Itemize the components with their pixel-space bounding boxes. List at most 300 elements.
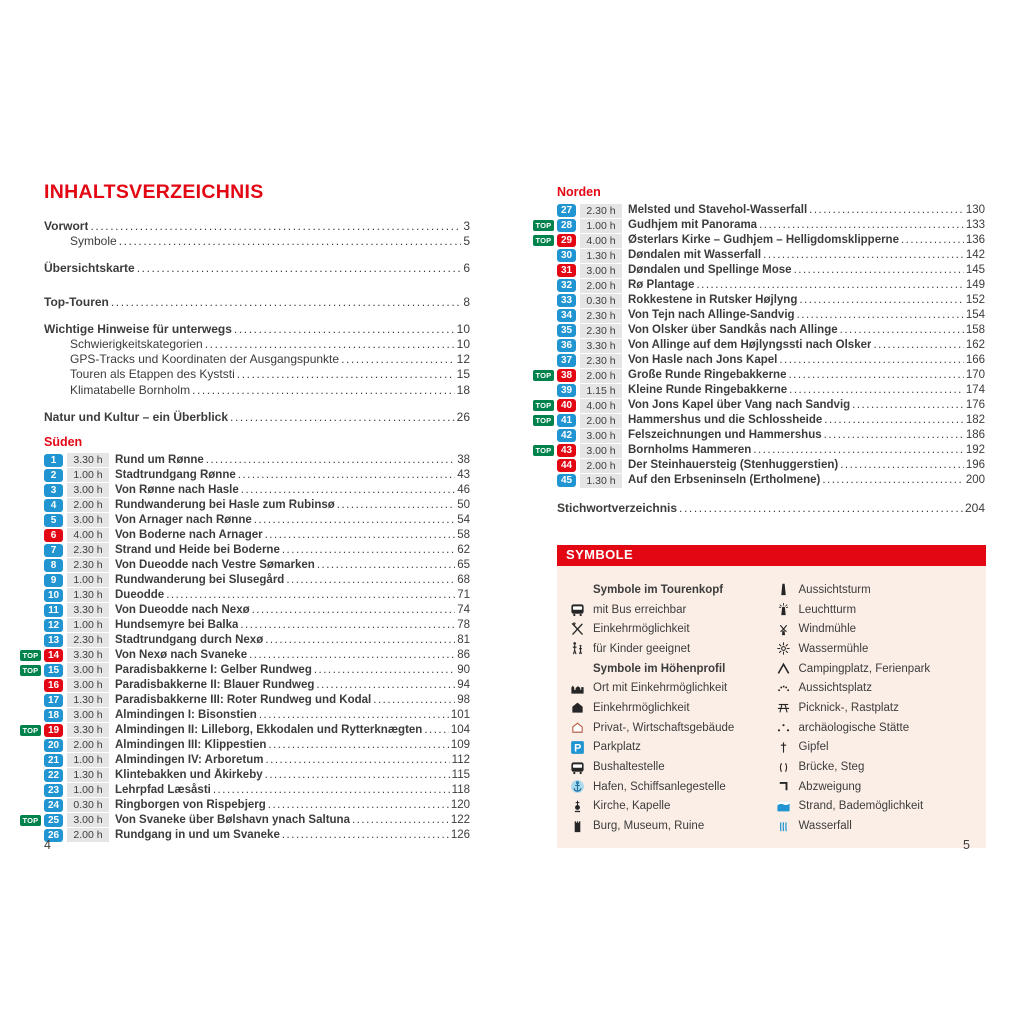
bus-icon	[569, 602, 586, 618]
tour-title: Strand und Heide bei Boderne	[115, 543, 280, 556]
toc-entry-page: 8	[463, 294, 470, 309]
top-slot	[20, 605, 44, 616]
dot-leader	[88, 219, 461, 234]
dot-leader	[190, 383, 455, 398]
symbol-row	[775, 718, 981, 738]
tour-duration: 1.30 h	[67, 588, 109, 602]
tour-page: 192	[965, 444, 985, 456]
tour-title: Der Steinhauersteig (Stenhuggerstien)	[628, 459, 839, 471]
tour-title: Almindingen IV: Arboretum	[115, 753, 264, 766]
symbols-column-left	[569, 580, 775, 836]
tour-number-badge: 7	[44, 544, 63, 557]
tour-duration: 0.30 h	[67, 798, 109, 812]
dot-leader	[777, 353, 963, 368]
toc-entry-label: Vorwort	[44, 219, 89, 233]
tour-page: 120	[450, 798, 470, 811]
dot-leader	[164, 588, 455, 603]
tour-row	[20, 693, 470, 708]
toc-entry-page: 15	[456, 367, 470, 382]
tour-page: 166	[965, 354, 985, 366]
tour-number-badge: 32	[557, 279, 576, 292]
symbol-label: Gipfel	[798, 741, 829, 754]
tour-number-badge: 9	[44, 574, 63, 587]
beach-icon	[775, 798, 792, 814]
tour-page: 196	[965, 459, 985, 471]
dot-leader	[238, 618, 455, 633]
tour-row	[533, 278, 985, 293]
top-slot	[20, 815, 44, 826]
symbol-row	[775, 659, 981, 679]
tour-number-badge: 34	[557, 309, 576, 322]
dot-leader	[204, 453, 455, 468]
tour-title: Dueodde	[115, 588, 165, 601]
symbols-column-right	[775, 580, 981, 836]
tour-duration: 2.30 h	[67, 633, 109, 647]
bridge-icon	[775, 759, 792, 775]
top-slot	[533, 340, 557, 351]
symbols-box-body	[557, 566, 986, 848]
tour-number-badge: 18	[44, 709, 63, 722]
tour-row	[20, 813, 470, 828]
tour-number-badge: 17	[44, 694, 63, 707]
tour-row	[20, 708, 470, 723]
tour-list-norden	[533, 203, 985, 488]
tour-title: Almindingen III: Klippestien	[115, 738, 267, 751]
tour-number-badge: 42	[557, 429, 576, 442]
toc-entry-label: Wichtige Hinweise für unterwegs	[44, 321, 232, 336]
top-slot	[533, 385, 557, 396]
toc-entry-label: Symbole	[70, 234, 117, 249]
tour-page: 200	[965, 474, 985, 486]
tour-duration: 1.00 h	[67, 468, 109, 482]
tour-row	[20, 498, 470, 513]
top-slot	[20, 725, 44, 736]
symbol-label: Privat-, Wirtschaftsgebäude	[593, 721, 735, 734]
tour-page: 182	[965, 414, 985, 426]
tour-title: Auf den Erbseninseln (Ertholmene)	[628, 474, 821, 486]
tour-row	[20, 678, 470, 693]
summit-cross-icon	[775, 739, 792, 755]
tour-page: 130	[965, 204, 985, 216]
top-slot	[20, 515, 44, 526]
symbol-row	[775, 738, 981, 758]
top-slot	[20, 650, 44, 661]
tour-title: Stadtrundgang Rønne	[115, 468, 236, 481]
dot-leader	[838, 323, 964, 338]
tour-title: Ringborgen von Rispebjerg	[115, 798, 266, 811]
tour-duration: 2.30 h	[580, 324, 622, 338]
tour-row	[20, 603, 470, 618]
top-slot	[20, 560, 44, 571]
tour-duration: 2.00 h	[580, 369, 622, 383]
tour-title: Døndalen und Spellinge Mose	[628, 264, 792, 276]
toc-entry-page: 3	[463, 219, 470, 233]
symbol-label: Hafen, Schiffsanlegestelle	[593, 780, 726, 793]
top-slot	[533, 370, 557, 381]
tour-duration: 3.00 h	[67, 708, 109, 722]
symbol-label: Ort mit Einkehrmöglichkeit	[593, 682, 728, 695]
tour-number-badge: 5	[44, 514, 63, 527]
top-badge: TOP	[533, 400, 554, 411]
top-slot	[533, 355, 557, 366]
tour-number-badge: 27	[557, 204, 576, 217]
tour-number-badge: 38	[557, 369, 576, 382]
top-badge: TOP	[20, 665, 41, 676]
symbol-row	[569, 600, 775, 620]
symbol-label: für Kinder geeignet	[593, 642, 691, 655]
dot-leader	[792, 263, 964, 278]
top-slot	[533, 295, 557, 306]
tour-row	[20, 483, 470, 498]
tour-row	[20, 453, 470, 468]
tour-duration: 2.00 h	[67, 498, 109, 512]
tour-title: Rundgang in und um Svaneke	[115, 828, 280, 841]
dot-leader	[899, 233, 964, 248]
tour-page: 90	[457, 663, 470, 676]
tour-row	[533, 323, 985, 338]
toc-entry-page: 12	[456, 352, 470, 367]
toc-entry	[44, 295, 470, 310]
tour-number-badge: 26	[44, 829, 63, 842]
tour-title: Von Olsker über Sandkås nach Allinge	[628, 324, 838, 336]
tour-title: Lehrpfad Læsåsti	[115, 783, 211, 796]
toc-entry-page: 10	[456, 321, 470, 336]
toc-entry-label: Top-Touren	[44, 294, 109, 309]
tour-page: 58	[457, 528, 470, 541]
tour-number-badge: 16	[44, 679, 63, 692]
dot-leader	[350, 813, 449, 828]
tour-title: Von Hasle nach Jons Kapel	[628, 354, 778, 366]
tour-number-badge: 14	[44, 649, 63, 662]
toc-entry-label: Touren als Etappen des Kyststi	[70, 367, 235, 382]
tour-page: 174	[965, 384, 985, 396]
tour-row	[533, 398, 985, 413]
viewpoint-icon	[775, 680, 792, 696]
tour-row	[533, 218, 985, 233]
tour-duration: 1.00 h	[67, 753, 109, 767]
tour-duration: 2.00 h	[67, 738, 109, 752]
dot-leader	[335, 498, 455, 513]
tour-title: Paradisbakkerne I: Gelber Rundweg	[115, 663, 312, 676]
tour-page: 104	[450, 723, 470, 736]
tour-title: Paradisbakkerne III: Roter Rundweg und Kodal	[115, 693, 372, 706]
tour-duration: 1.15 h	[580, 384, 622, 398]
tour-row	[533, 293, 985, 308]
tour-page: 152	[965, 294, 985, 306]
tour-page: 68	[457, 573, 470, 586]
top-badge: TOP	[533, 370, 554, 381]
symbol-row	[775, 639, 981, 659]
tour-number-badge: 15	[44, 664, 63, 677]
symbol-label: Strand, Bademöglichkeit	[798, 800, 924, 813]
tour-duration: 1.00 h	[580, 219, 622, 233]
tour-duration: 2.00 h	[580, 414, 622, 428]
tour-title: Melsted und Stavehol-Wasserfall	[628, 204, 808, 216]
tour-row	[533, 203, 985, 218]
tour-row	[20, 633, 470, 648]
tour-title: Von Tejn nach Allinge-Sandvig	[628, 309, 795, 321]
page-number-right: 5	[963, 838, 970, 852]
children-icon	[569, 641, 586, 657]
dot-leader	[266, 738, 448, 753]
tour-page: 118	[451, 783, 470, 796]
top-slot	[20, 755, 44, 766]
tour-row	[20, 723, 470, 738]
tour-title: Kleine Runde Ringebakkerne	[628, 384, 788, 396]
tour-duration: 3.00 h	[67, 483, 109, 497]
tour-title: Von Allinge auf dem Højlyngssti nach Olsker	[628, 339, 872, 351]
tour-title: Døndalen mit Wasserfall	[628, 249, 762, 261]
dot-leader	[135, 261, 462, 276]
tour-page: 158	[965, 324, 985, 336]
tour-page: 115	[451, 768, 470, 781]
tour-page: 126	[450, 828, 470, 841]
top-slot	[533, 325, 557, 336]
symbol-row	[775, 698, 981, 718]
tour-row	[20, 738, 470, 753]
tour-page: 101	[450, 708, 470, 721]
tour-page: 145	[965, 264, 985, 276]
tour-title: Klintebakken und Åkirkeby	[115, 768, 263, 781]
right-page-column	[533, 186, 985, 516]
tour-page: 74	[457, 603, 470, 616]
tour-page: 78	[457, 618, 470, 631]
top-slot	[533, 250, 557, 261]
symbol-label: Leuchtturm	[798, 603, 857, 616]
top-badge: TOP	[20, 650, 41, 661]
tour-page: 162	[965, 339, 985, 351]
tour-row	[20, 528, 470, 543]
tour-title: Paradisbakkerne II: Blauer Rundweg	[115, 678, 315, 691]
tour-page: 109	[450, 738, 470, 751]
tour-number-badge: 11	[44, 604, 63, 617]
tour-row	[533, 443, 985, 458]
dot-leader	[807, 203, 964, 218]
top-slot	[533, 430, 557, 441]
tour-row	[533, 233, 985, 248]
tour-page: 46	[457, 483, 470, 496]
tour-title: Von Dueodde nach Vestre Sømarken	[115, 558, 315, 571]
top-slot	[533, 310, 557, 321]
watermill-icon	[775, 641, 792, 657]
tour-row	[20, 663, 470, 678]
tour-row	[533, 248, 985, 263]
tour-number-badge: 8	[44, 559, 63, 572]
lookout-tower-icon	[775, 582, 792, 598]
tour-duration: 2.30 h	[67, 558, 109, 572]
top-slot	[533, 280, 557, 291]
top-slot	[533, 400, 557, 411]
dot-leader	[239, 483, 455, 498]
tour-row	[20, 573, 470, 588]
tour-number-badge: 36	[557, 339, 576, 352]
tour-duration: 4.00 h	[580, 234, 622, 248]
top-slot	[20, 470, 44, 481]
toc-entry-page: 6	[463, 261, 470, 276]
top-slot	[20, 635, 44, 646]
dot-leader	[786, 368, 963, 383]
tour-number-badge: 43	[557, 444, 576, 457]
symbol-label: Burg, Museum, Ruine	[593, 820, 705, 833]
top-slot	[20, 695, 44, 706]
tour-duration: 4.00 h	[67, 528, 109, 542]
castle-tower-icon	[569, 818, 586, 834]
tour-page: 142	[965, 249, 985, 261]
toc-entry-label: Natur und Kultur – ein Überblick	[44, 409, 229, 424]
tour-number-badge: 2	[44, 469, 63, 482]
tour-number-badge: 44	[557, 459, 576, 472]
dot-leader	[263, 633, 455, 648]
toc-entry-label: Schwierigkeitskategorien	[70, 336, 203, 351]
symbol-label: Abzweigung	[798, 780, 862, 793]
toc-entry	[44, 367, 470, 382]
symbol-row	[569, 738, 775, 758]
dot-leader	[820, 473, 963, 488]
symbol-row	[569, 797, 775, 817]
symbols-box-header: SYMBOLE	[557, 545, 986, 566]
dot-leader	[761, 248, 964, 263]
tour-row	[20, 828, 470, 843]
dot-leader	[235, 367, 455, 382]
tour-title: Rundwanderung bei Hasle zum Rubinsø	[115, 498, 335, 511]
top-slot	[533, 445, 557, 456]
toc-entry-page: 5	[463, 234, 470, 249]
village-icon	[569, 680, 586, 696]
top-slot	[20, 500, 44, 511]
top-slot	[533, 235, 557, 246]
tour-page: 133	[965, 219, 985, 231]
tour-page: 170	[965, 369, 985, 381]
symbol-label: Bushaltestelle	[593, 761, 665, 774]
top-slot	[20, 710, 44, 721]
tour-duration: 1.30 h	[67, 693, 109, 707]
symbol-row	[569, 619, 775, 639]
camping-icon	[775, 661, 792, 677]
top-slot	[533, 475, 557, 486]
dot-leader	[822, 413, 964, 428]
dot-leader	[117, 234, 462, 249]
dot-leader	[838, 458, 964, 473]
tour-row	[533, 458, 985, 473]
top-slot	[20, 665, 44, 676]
waterfall-icon	[775, 818, 792, 834]
dot-leader	[677, 501, 963, 516]
tour-row	[20, 648, 470, 663]
dot-leader	[787, 383, 964, 398]
dot-leader	[797, 293, 963, 308]
symbol-row	[569, 757, 775, 777]
tour-row	[533, 353, 985, 368]
tour-title: Almindingen I: Bisonstien	[115, 708, 257, 721]
tour-number-badge: 12	[44, 619, 63, 632]
top-slot	[20, 800, 44, 811]
tour-title: Rund um Rønne	[115, 453, 204, 466]
tour-number-badge: 31	[557, 264, 576, 277]
index-entry	[557, 501, 985, 516]
tour-page: 154	[965, 309, 985, 321]
top-slot	[20, 545, 44, 556]
tour-duration: 3.00 h	[580, 429, 622, 443]
dot-leader	[280, 828, 449, 843]
symbol-row	[775, 757, 981, 777]
dot-leader	[751, 443, 963, 458]
tour-duration: 1.00 h	[67, 783, 109, 797]
top-badge: TOP	[533, 445, 554, 456]
tour-row	[533, 428, 985, 443]
tour-title: Rø Plantage	[628, 279, 695, 291]
harbor-anchor-icon	[569, 779, 586, 795]
tour-title: Gudhjem mit Panorama	[628, 219, 758, 231]
tour-title: Von Svaneke über Bølshavn ynach Saltuna	[115, 813, 350, 826]
dot-leader	[247, 648, 455, 663]
symbol-row	[569, 659, 775, 679]
tour-number-badge: 40	[557, 399, 576, 412]
tour-duration: 3.00 h	[67, 678, 109, 692]
symbol-row	[569, 816, 775, 836]
tour-number-badge: 10	[44, 589, 63, 602]
symbol-row	[775, 797, 981, 817]
toc-entry-label: Übersichtskarte	[44, 261, 135, 276]
tour-number-badge: 1	[44, 454, 63, 467]
junction-icon	[775, 779, 792, 795]
tour-title: Von Rønne nach Hasle	[115, 483, 239, 496]
dot-leader	[422, 723, 448, 738]
dot-leader	[850, 398, 964, 413]
tour-duration: 3.00 h	[67, 663, 109, 677]
toc-entry	[44, 322, 470, 337]
tour-number-badge: 6	[44, 529, 63, 542]
top-badge: TOP	[533, 220, 554, 231]
symbol-row	[775, 580, 981, 600]
symbol-row	[569, 580, 775, 600]
tour-title: Von Dueodde nach Nexø	[115, 603, 250, 616]
tour-title: Von Boderne nach Arnager	[115, 528, 263, 541]
toc-entry	[44, 383, 470, 398]
top-badge: TOP	[533, 235, 554, 246]
dot-leader	[263, 528, 456, 543]
toc-entry-label: Klimatabelle Bornholm	[70, 382, 191, 397]
tour-number-badge: 35	[557, 324, 576, 337]
tour-title: Rokkestene in Rutsker Højlyng	[628, 294, 798, 306]
toc-entry	[44, 352, 470, 367]
symbol-label: archäologische Stätte	[798, 721, 910, 734]
tour-number-badge: 28	[557, 219, 576, 232]
page-title: INHALTSVERZEICHNIS	[44, 181, 264, 203]
symbol-label: Campingplatz, Ferienpark	[798, 662, 931, 675]
tour-page: 54	[457, 513, 470, 526]
top-slot	[20, 785, 44, 796]
tour-title: Hundsemyre bei Balka	[115, 618, 239, 631]
tour-page: 112	[451, 753, 470, 766]
tour-duration: 1.30 h	[580, 474, 622, 488]
dot-leader	[871, 338, 963, 353]
symbol-row	[569, 698, 775, 718]
symbol-label: Einkehrmöglichkeit	[593, 701, 690, 714]
tour-page: 86	[457, 648, 470, 661]
dot-leader	[250, 603, 456, 618]
symbols-legend-box	[557, 545, 986, 848]
tour-page: 43	[457, 468, 470, 481]
symbol-label: Aussichtsturm	[798, 583, 871, 596]
tour-duration: 2.00 h	[67, 828, 109, 842]
section-label-norden: Norden	[557, 185, 601, 199]
tour-row	[533, 338, 985, 353]
tour-number-badge: 37	[557, 354, 576, 367]
tour-row	[533, 368, 985, 383]
symbol-label: Wasserfall	[798, 820, 852, 833]
tour-duration: 3.30 h	[580, 339, 622, 353]
dot-leader	[757, 218, 964, 233]
